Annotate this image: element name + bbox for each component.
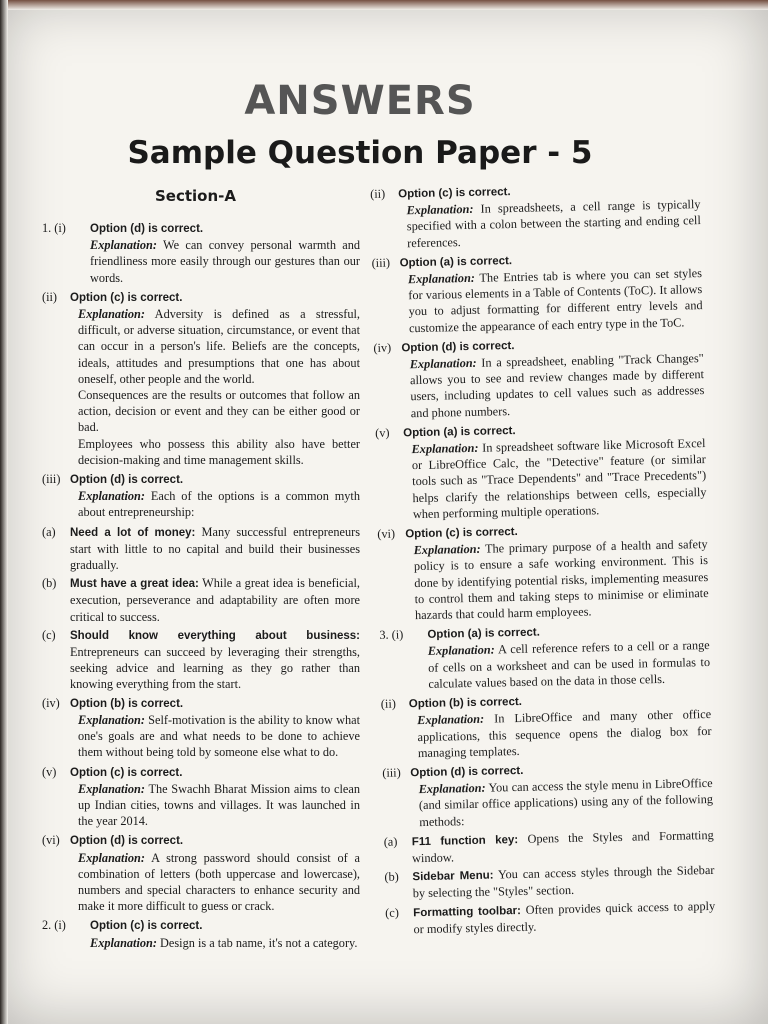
explanation: Explanation: A cell reference refers to a cell or a range of cells on a worksheet and can be used in formulas to calculate values based on the data in those cells. [427, 638, 711, 691]
answer-option: Option (d) is correct. [90, 223, 204, 235]
question-number: (iii) [371, 255, 391, 270]
question-number: (ii) [380, 696, 397, 711]
question-number: (iii) [382, 765, 401, 780]
explanation: Explanation: The Entries tab is where you can set styles for various elements in a Table of Contents (ToC). It allows you to adjust formatting for different entry levels and customize the appearance of each entry type in the ToC. [407, 266, 703, 335]
question-number: (iv) [373, 340, 392, 355]
page-top-edge [0, 0, 768, 10]
answer-option: Option (c) is correct. [70, 291, 183, 304]
answer-option: Option (c) is correct. [405, 526, 518, 541]
explanation: Explanation: The primary purpose of a health and safety policy is to ensure a safe working environment. This is done by identifying potential risks, implementing measures to control them and taking steps to minimise or eliminate hazards that could harm employees. [413, 537, 709, 623]
question-number: 3. (i) [379, 627, 404, 643]
answer-option: Option (c) is correct. [398, 186, 511, 201]
answer-2-iii [371, 248, 703, 337]
answer-2-v [375, 418, 707, 523]
explanation: Explanation: A strong password should consist of a combination of letters (both uppercase and lowercase), numbers and special characters to enhance security and make it more difficult to guess or crack. [78, 850, 360, 914]
answer-2-ii [370, 179, 701, 252]
explanation: Explanation: In a spreadsheet, enabling "Track Changes" allows you to see and review changes made by different users, including updates to cell values such as addresses and phone numbers. [409, 351, 705, 420]
section-heading: Section-A [155, 187, 236, 205]
explanation: Explanation: The Swachh Bharat Mission aims to clean up Indian cities, towns and villages. It was launched in the year 2014. [78, 781, 360, 829]
explanation-paragraph: Consequences are the results or outcomes that follow an action, decision or event and they can be either good or bad. [78, 388, 360, 435]
style-method-a: (a) F11 function key: Opens the Styles and Formatting window. [383, 827, 714, 866]
explanation: Explanation: In spreadsheets, a cell range is typically specified with a colon between the starting and ending cell references. [406, 197, 701, 250]
question-number: (ii) [370, 186, 386, 201]
answer-option: Option (b) is correct. [408, 696, 523, 711]
myth-c: (c) Should know everything about business: Entrepreneurs can succeed by leveraging their strengths, seeking advice and learning as they go rather than knowing everything from the start. [42, 627, 360, 692]
explanation: Explanation: In spreadsheet software like Microsoft Excel or LibreOffice Calc, the "Detective" feature (or similar tools such as "Trace Dependents" and "Trace Precedents") helps clarify the relationships between cells, especially when performing multiple operations. [411, 436, 707, 522]
answer-option: Option (a) is correct. [427, 626, 540, 642]
question-number: (iii) [42, 472, 61, 487]
myth-a: (a) Need a lot of money: Many successful entrepreneurs start with little to no capital and build their businesses gradually. [42, 524, 360, 573]
style-method-b: (b) Sidebar Menu: You can access styles through the Sidebar by selecting the "Styles" section. [384, 863, 715, 901]
page-subtitle: Sample Question Paper - 5 [127, 135, 593, 171]
answer-1-vi [42, 832, 360, 914]
question-number: 2. (i) [42, 918, 66, 933]
question-number: (ii) [42, 289, 58, 304]
explanation: Explanation: You can access the style menu in LibreOffice (and similar office applications) using any of the following methods: [418, 776, 714, 829]
style-method-c: (c) Formatting toolbar: Often provides quick access to apply or modify styles directly. [385, 898, 716, 936]
answer-1-iii [42, 471, 360, 521]
question-number: 1. (i) [42, 221, 66, 235]
answer-option: Option (c) is correct. [90, 920, 203, 933]
answer-option: Option (c) is correct. [70, 766, 183, 779]
explanation: Explanation: Adversity is defined as a stressful, difficult, or adverse situation, circumstance, or event that can occur in a person's life. Beliefs are the concepts, ideals, attitudes and presumptions that one has about oneself, other people and the world. [78, 307, 360, 386]
answer-1-ii [42, 289, 360, 468]
question-number: (vi) [377, 526, 396, 541]
answer-3-i [379, 620, 710, 693]
page-title: ANSWERS [244, 78, 476, 124]
question-number: (v) [375, 425, 390, 440]
explanation: Explanation: Each of the options is a common myth about entrepreneurship: [78, 489, 360, 520]
answer-option: Option (d) is correct. [401, 339, 515, 355]
answer-1-v [42, 764, 360, 830]
right-column [370, 179, 716, 940]
explanation: Explanation: Design is a tab name, it's not a category. [90, 935, 358, 950]
answer-option: Option (a) is correct. [403, 424, 516, 440]
answer-1-iv [42, 695, 360, 761]
answer-2-iv [373, 333, 705, 422]
explanation: Explanation: We can convey personal warmth and friendliness more easily through our gestures than our words. [90, 238, 360, 285]
answer-2-vi [377, 519, 709, 624]
answer-option: Option (b) is correct. [70, 697, 184, 710]
question-number: (v) [42, 764, 57, 779]
explanation-paragraph: Employees who possess this ability also have better decision-making and time management skills. [78, 436, 360, 467]
answer-option: Option (a) is correct. [399, 254, 513, 270]
answer-1-i [42, 220, 360, 286]
question-number: (iv) [42, 695, 60, 710]
answer-2-i [42, 917, 360, 950]
myth-b: (b) Must have a great idea: While a great idea is beneficial, execution, perseverance and adaptability are often more critical to success. [42, 576, 360, 624]
answer-3-ii [381, 689, 712, 762]
answer-option: Option (d) is correct. [70, 474, 184, 487]
answer-option: Option (d) is correct. [70, 835, 184, 848]
explanation: Explanation: Self-motivation is the ability to know what one's goals are and what needs to be done to achieve them without being told by someone else what to do. [78, 712, 360, 760]
question-number: (vi) [42, 833, 60, 848]
explanation: Explanation: In LibreOffice and many other office applications, this sequence opens the dialog box for managing templates. [417, 707, 712, 760]
left-column [42, 220, 360, 954]
answer-option: Option (d) is correct. [410, 764, 524, 780]
answer-3-iii [382, 758, 713, 831]
